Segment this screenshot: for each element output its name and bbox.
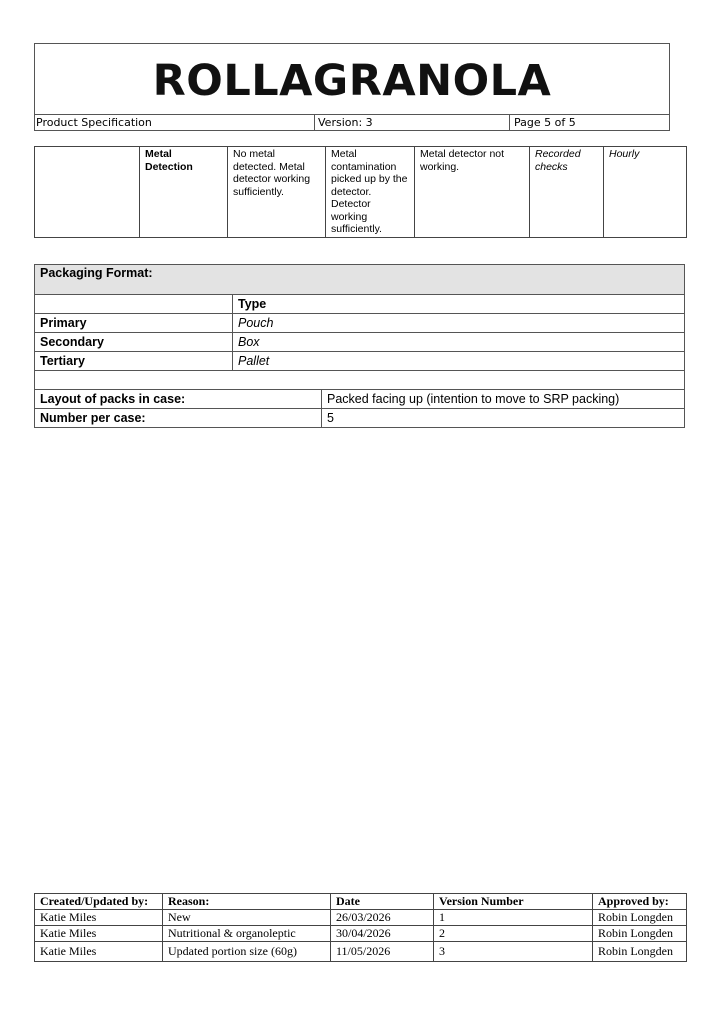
table-row	[35, 409, 685, 428]
spacer-cell	[35, 371, 685, 390]
page-number: Page 5 of 5	[514, 116, 576, 129]
table-cell: 26/03/2026	[331, 910, 434, 926]
table-cell: Katie Miles	[35, 942, 163, 962]
table-cell: Robin Longden	[593, 942, 687, 962]
column-header: Approved by:	[593, 894, 687, 910]
packaging-table	[34, 264, 685, 428]
doc-type: Product Specification	[35, 115, 315, 130]
table-cell: 3	[434, 942, 593, 962]
table-cell: 1	[434, 910, 593, 926]
table-cell: 30/04/2026	[331, 926, 434, 942]
table-row	[35, 147, 687, 238]
table-row	[35, 926, 687, 942]
column-header: Date	[331, 894, 434, 910]
md-cell-blank	[35, 147, 140, 238]
table-row	[35, 333, 685, 352]
packaging-value: Pallet	[233, 352, 685, 371]
table-cell: Robin Longden	[593, 926, 687, 942]
column-header: Created/Updated by:	[35, 894, 163, 910]
table-cell: Updated portion size (60g)	[163, 942, 331, 962]
table-row	[35, 314, 685, 333]
md-cell-control: Metal Detection	[140, 147, 228, 238]
layout-label: Layout of packs in case:	[35, 390, 322, 409]
table-cell: Nutritional & organoleptic	[163, 926, 331, 942]
table-cell: Katie Miles	[35, 910, 163, 926]
table-cell: 11/05/2026	[331, 942, 434, 962]
revision-history-table	[34, 893, 687, 962]
md-cell-frequency: Hourly	[604, 147, 687, 238]
document-header	[34, 43, 670, 131]
number-value: 5	[322, 409, 685, 428]
table-row	[35, 371, 685, 390]
table-cell: Robin Longden	[593, 910, 687, 926]
packaging-value: Pouch	[233, 314, 685, 333]
packaging-title: Packaging Format:	[35, 265, 685, 295]
table-row	[35, 942, 687, 962]
packaging-value: Box	[233, 333, 685, 352]
header-info-row	[35, 114, 669, 130]
md-cell-target: No metal detected. Metal detector working sufficiently.	[228, 147, 326, 238]
table-cell: Katie Miles	[35, 926, 163, 942]
table-cell: New	[163, 910, 331, 926]
metal-detection-table	[34, 146, 687, 238]
md-cell-failure: Metal detector not working.	[415, 147, 530, 238]
packaging-empty-cell	[35, 295, 233, 314]
table-row	[35, 910, 687, 926]
type-header: Type	[233, 295, 685, 314]
packaging-label: Tertiary	[35, 352, 233, 371]
table-row	[35, 390, 685, 409]
number-label: Number per case:	[35, 409, 322, 428]
packaging-label: Primary	[35, 314, 233, 333]
table-row	[35, 295, 685, 314]
table-cell: 2	[434, 926, 593, 942]
md-cell-verification: Metal contamination picked up by the detector. Detector working sufficiently.	[326, 147, 415, 238]
table-row	[35, 352, 685, 371]
table-row	[35, 265, 685, 295]
md-cell-records: Recorded checks	[530, 147, 604, 238]
doc-version: Version: 3	[315, 115, 510, 130]
column-header: Version Number	[434, 894, 593, 910]
table-header-row	[35, 894, 687, 910]
column-header: Reason:	[163, 894, 331, 910]
layout-value: Packed facing up (intention to move to SRP packing)	[322, 390, 685, 409]
packaging-label: Secondary	[35, 333, 233, 352]
company-logo: ROLLAGRANOLA	[152, 56, 552, 106]
